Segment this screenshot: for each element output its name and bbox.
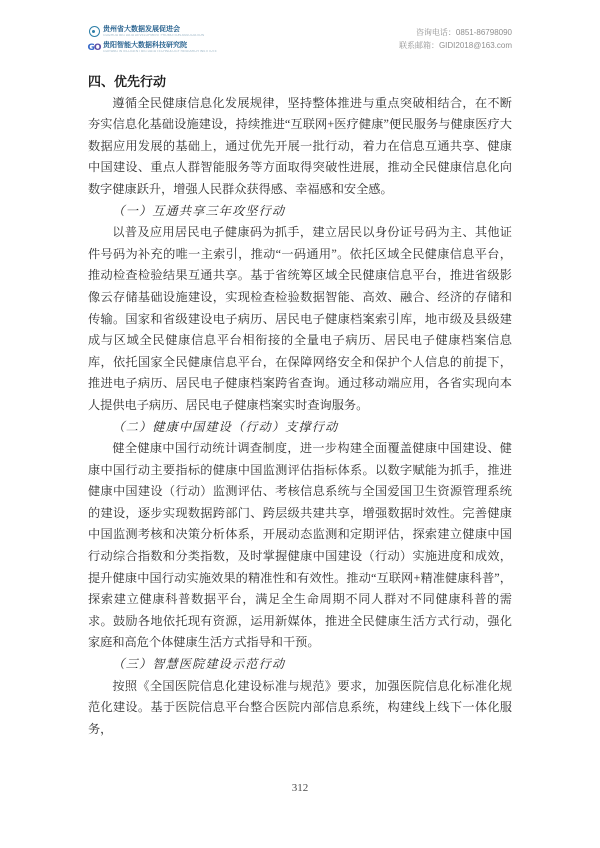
institute-logo-subtitle: GUIYANG INTELLIGENT BIG DATA TECHNOLOGY RESEARCH INSTITUTE	[103, 49, 217, 53]
paragraph: 遵循全民健康信息化发展规律，坚持整体推进与重点突破相结合，在不断夯实信息化基础设施建设，持续推进“互联网+医疗健康”便民服务与健康医疗大数据应用发展的基础上，通过优先开展一批行动，着力在信息互通共享、健康中国建设、重点人群智能服务等方面取得突破性进展，推动全民健康信息化向数字健康跃升，增强人民群众获得感、幸福感和安全感。	[88, 95, 512, 196]
section-heading: 四、优先行动	[88, 74, 167, 89]
document-body	[88, 71, 512, 740]
paragraph: 按照《全国医院信息化建设标准与规范》要求，加强医院信息化标准化规范化建设。基于医院信息平台整合医院内部信息系统，构建线上线下一体化服务，	[88, 678, 512, 736]
institute-logo	[88, 41, 310, 54]
subsection-heading-1: （一）互通共享三年攻坚行动	[112, 203, 286, 218]
contact-info	[399, 26, 512, 52]
paragraph: 健全健康中国行动统计调查制度，进一步构建全面覆盖健康中国建设、健康中国行动主要指标的健康中国监测评估指标体系。以数字赋能为抓手，推进健康中国建设（行动）监测评估、考核信息系统与全国爱国卫生资源管理系统的建设，逐步实现数据跨部门、跨层级共建共享，增强数据时效性。完善健康中国监测考核和决策分析体系，开展动态监测和定期评估，探索建立健康中国行动综合指数和分类指数，及时掌握健康中国建设（行动）实施进度和成效，提升健康中国行动实施效果的精准性和有效性。推动“互联网+精准健康科普”，探索建立健康科普数据平台，满足全生命周期不同人群对不同健康科普的需求。鼓励各地依托现有资源，运用新媒体，推进全民健康生活方式行动，强化家庭和高危个体健康生活方式指导和干预。	[88, 441, 512, 650]
institute-logo-name: 贵阳智能大数据科技研究院	[103, 41, 187, 49]
paragraph: 以普及应用居民电子健康码为抓手，建立居民以身份证号码为主、其他证件号码为补充的唯一主索引，推动“一码通用”。依托区域全民健康信息平台，推动检查检验结果互通共享。基于省统筹区域全民健康信息平台，推进省级影像云存储基础设施建设，实现检查检验数据智能、高效、融合、经济的存储和传输。国家和省级建设电子病历、居民电子健康档案索引库，地市级及县级建成与区域全民健康信息平台相衔接的全量电子病历、居民电子健康档案信息库，依托国家全民健康信息平台，在保障网络安全和保护个人信息的前提下，推进电子病历、居民电子健康档案跨省查询。通过移动端应用，各省实现向本人提供电子病历、居民电子健康档案实时查询服务。	[88, 225, 512, 412]
contact-email: 联系邮箱：GIDI2018@163.com	[398, 41, 512, 50]
subsection-heading-2: （二）健康中国建设（行动）支撑行动	[112, 419, 339, 434]
contact-phone: 咨询电话：0851-86798090	[415, 28, 512, 37]
association-seal-icon	[88, 26, 100, 38]
association-logo	[88, 25, 310, 38]
page-number: 312	[291, 782, 309, 794]
institute-go-icon: G O	[87, 42, 101, 53]
subsection-heading-3: （三）智慧医院建设示范行动	[112, 657, 286, 672]
logo-group	[88, 25, 310, 57]
association-logo-subtitle: GUIZHOU BIG DATA DEVELOPMENT PROMOTION ASSOCIATION	[103, 33, 204, 37]
association-logo-name: 贵州省大数据发展促进会	[103, 25, 180, 33]
